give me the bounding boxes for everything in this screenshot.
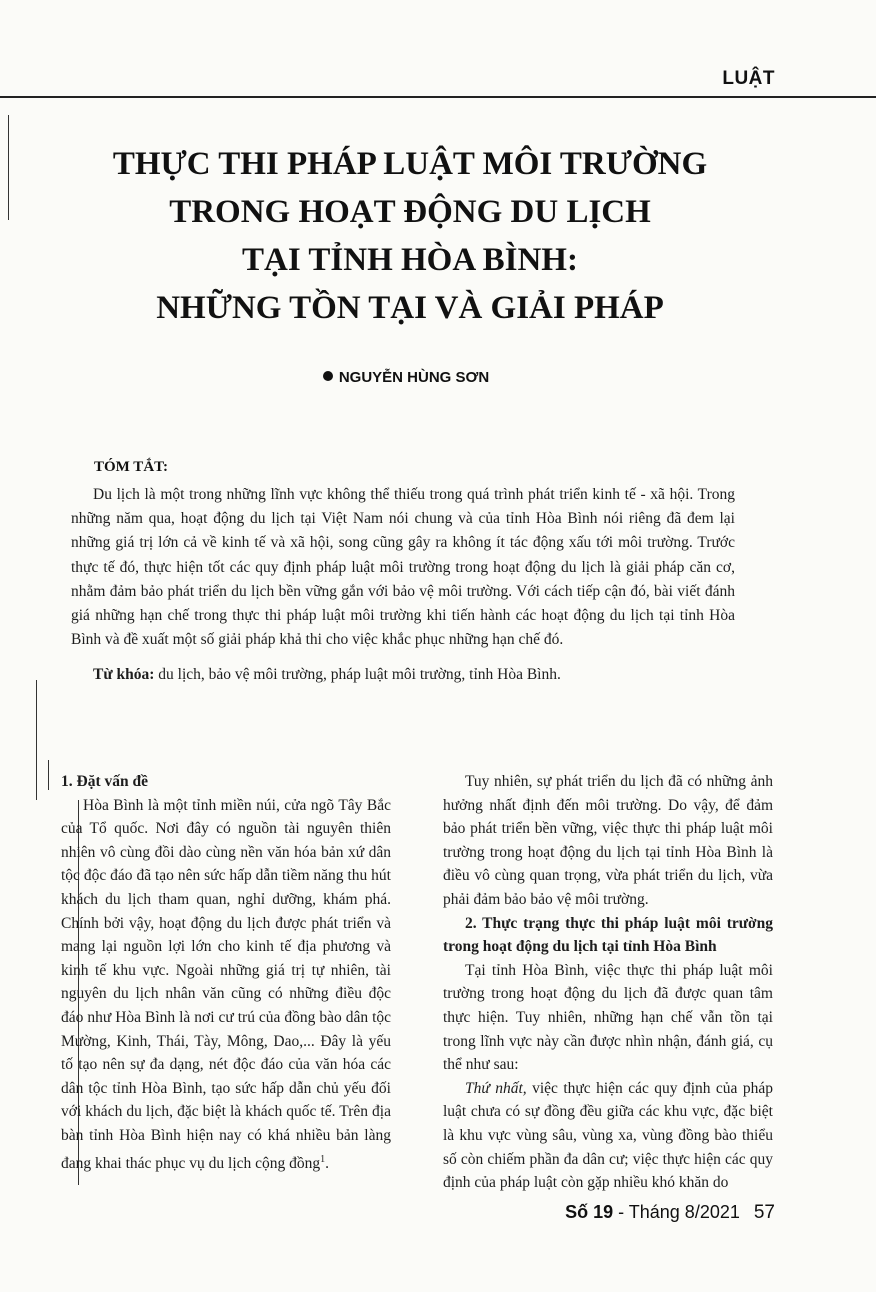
abstract-text: Du lịch là một trong những lĩnh vực không thể thiếu trong quá trình phát triển kinh tế - xã hội. Trong những năm qua, hoạt động du lịch tại Việt Nam nói chung và của tỉnh Hòa Bình nói riêng đã đem lại những giá trị lớn cả về kinh tế và xã hội, song cũng gây ra không ít tác động xấu tới môi trường. Trước thực tế đó, thực hiện tốt các quy định pháp luật môi trường trong hoạt động du lịch là giải pháp căn cơ, nhằm đảm bảo phát triển du lịch bền vững gắn với bảo vệ môi trường. Với cách tiếp cận đó, bài viết đánh giá những hạn chế trong thực thi pháp luật môi trường khi tiến hành các hoạt động du lịch tại tỉnh Hòa Bình và đề xuất một số giải pháp khả thi cho việc khắc phục những hạn chế đó. — [71, 486, 735, 649]
keywords-label: Từ khóa: — [93, 666, 155, 683]
article-title — [40, 140, 780, 332]
scan-margin-line — [48, 760, 49, 790]
body-column-right — [443, 770, 773, 1195]
section-tag: LUẬT — [722, 68, 775, 89]
issue-date: - Tháng 8/2021 — [613, 1202, 740, 1222]
abstract-heading: TÓM TẮT: — [94, 459, 169, 475]
title-line: NHỮNG TỒN TẠI VÀ GIẢI PHÁP — [156, 290, 664, 326]
paragraph-text: việc thực hiện các quy định của pháp luật chưa có sự đồng đều giữa các khu vực, đặc biệt là khu vực vùng sâu, vùng xa, vùng đồng bào thiểu số còn chiếm phần đa dân cư; việc thực hiện các quy định của pháp luật còn gặp nhiều khó khăn do — [443, 1079, 773, 1192]
body-paragraph — [61, 794, 391, 1176]
title-line: THỰC THI PHÁP LUẬT MÔI TRƯỜNG — [112, 146, 708, 182]
body-paragraph: Tuy nhiên, sự phát triển du lịch đã có những ảnh hưởng nhất định đến môi trường. Do vậy, để đảm bảo phát triển bền vững, việc thực thi pháp luật môi trường trong hoạt động du lịch tại tỉnh Hòa Bình là điều vô cùng quan trọng, vừa phát triển du lịch, vừa phải đảm bảo bảo vệ môi trường. — [443, 773, 773, 908]
issue-number: Số 19 — [565, 1202, 614, 1222]
paragraph-end: . — [325, 1154, 330, 1172]
section-heading: 2. Thực trạng thực thi pháp luật môi trường trong hoạt động du lịch tại tỉnh Hòa Bình — [443, 914, 773, 956]
page-footer — [565, 1202, 775, 1224]
scan-margin-line — [36, 680, 37, 800]
emphasis-lead: Thứ nhất, — [465, 1079, 527, 1097]
bullet-icon — [323, 371, 333, 381]
title-line: TẠI TỈNH HÒA BÌNH: — [242, 242, 578, 278]
title-line: TRONG HOẠT ĐỘNG DU LỊCH — [169, 194, 651, 230]
page-number: 57 — [753, 1202, 775, 1223]
keywords-list: du lịch, bảo vệ môi trường, pháp luật môi trường, tỉnh Hòa Bình. — [158, 666, 561, 683]
author-name: NGUYỄN HÙNG SƠN — [338, 369, 490, 386]
body-column-left — [61, 770, 391, 1175]
body-paragraph — [443, 1077, 773, 1195]
header-rule — [0, 96, 876, 98]
section-heading: 1. Đặt vấn đề — [61, 773, 148, 790]
keywords — [71, 663, 735, 687]
footnote-marker: 1 — [320, 1153, 326, 1165]
paragraph-text: Hòa Bình là một tỉnh miền núi, cửa ngõ Tây Bắc của Tổ quốc. Nơi đây có nguồn tài nguyên thiên nhiên vô cùng đồi dào cùng nền văn hóa bản xứ dân tộc độc đáo đã tạo nên sức hấp dẫn tiềm năng thu hút khách du lịch tham quan, nghỉ dưỡng, khám phá. Chính bởi vậy, hoạt động du lịch được phát triển và mang lại nguồn lợi lớn cho kinh tế địa phương và kinh tế khu vực. Ngoài những giá trị tự nhiên, tài nguyên du lịch nhân văn cũng có những điều độc đáo như Hòa Bình là nơi cư trú của đồng bào dân tộc Mường, Kinh, Thái, Tày, Mông, Dao,... Đây là yếu tố tạo nên sự đa dạng, nét độc đáo của văn hóa các dân tộc tỉnh Hòa Bình, tạo sức hấp dẫn chủ yếu đối với khách du lịch, đặc biệt là khách quốc tế. Trên địa bàn tỉnh Hòa Bình hiện nay có khá nhiều bản làng đang khai thác phục vụ du lịch cộng đồng — [61, 796, 391, 1172]
scan-margin-line — [8, 115, 9, 220]
author-line — [0, 369, 812, 386]
body-paragraph: Tại tỉnh Hòa Bình, việc thực thi pháp luật môi trường trong hoạt động du lịch đã được quan tâm thực hiện. Tuy nhiên, những hạn chế vẫn tồn tại trong lĩnh vực này cần được nhìn nhận, đánh giá, cụ thể như sau: — [443, 961, 773, 1074]
